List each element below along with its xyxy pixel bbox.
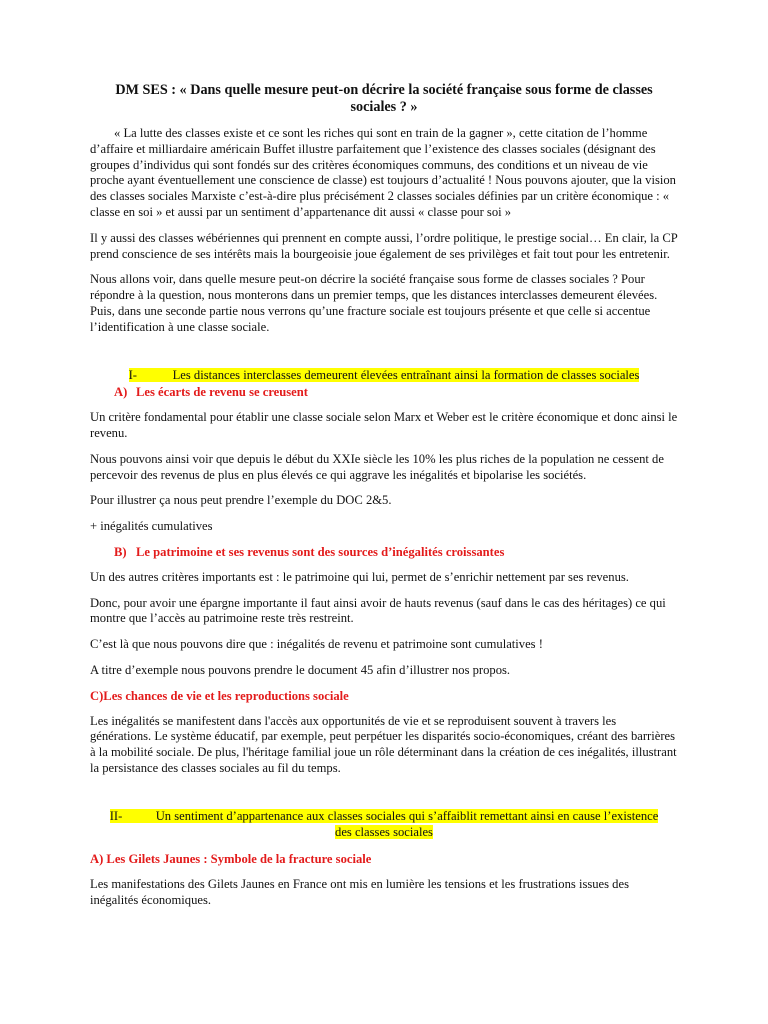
part-1-a-paragraph-1: Un critère fondamental pour établir une classe sociale selon Marx et Weber est le critère économique et donc ainsi le revenu. <box>90 410 678 440</box>
part-2-heading-line-2: des classes sociales <box>335 824 433 839</box>
part-2-heading <box>90 809 678 841</box>
part-1-sub-a-title: Les écarts de revenu se creusent <box>136 385 308 400</box>
part-1-numeral: I- <box>128 367 137 382</box>
part-1-a-paragraph-3: Pour illustrer ça nous peut prendre l’exemple du DOC 2&5. <box>90 493 392 508</box>
part-2-heading-highlight-1 <box>110 809 659 823</box>
intro-paragraph-1: « La lutte des classes existe et ce sont les riches qui sont en train de la gagner », cette citation de l’homme d’affaire et milliardaire américain Buffet illustre parfaitement que l’existence des classes sociales (désignant des groupes d’individus qui sont fondés sur des critères économiques communs, des conditions et un niveau de vie proche ayant éventuellement une conscience de classe) est toujours d’actualité ! Nous pouvons ajouter, que la vision des classes sociales Marxiste c’est-à-dire plus précisément 2 classes sociales définies par un critère économique : « classe en soi » et aussi par un sentiment d’appartenance dit aussi « classe pour soi » <box>90 126 676 219</box>
part-2-a-paragraph-1: Les manifestations des Gilets Jaunes en France ont mis en lumière les tensions et les frustrations issues des inégalités économiques. <box>90 877 629 907</box>
part-1-c-paragraph-1: Les inégalités se manifestent dans l'accès aux opportunités de vie et se reproduisent souvent à travers les générations. Le système éducatif, par exemple, peut perpétuer les disparités socio-économiques, créant des barrières à la mobilité sociale. De plus, l'héritage familial joue un rôle déterminant dans la création de ces inégalités, illustrant la persistance des classes sociales au fil du temps. <box>90 713 677 775</box>
title-line-2: sociales ? » <box>350 99 418 115</box>
spacer <box>90 346 678 368</box>
part-1-b-paragraph-1: Un des autres critères importants est : le patrimoine qui lui, permet de s’enrichir nettement par ses revenus. <box>90 569 629 584</box>
document-body <box>90 82 678 919</box>
part-1-sub-a-heading <box>90 385 678 401</box>
part-1-b-paragraph-3: C’est là que nous pouvons dire que : inégalités de revenu et patrimoine sont cumulatives ! <box>90 637 543 652</box>
part-1-b-paragraph-2: Donc, pour avoir une épargne importante il faut ainsi avoir de hauts revenus (sauf dans le cas des héritages) ce qui montre que l’accès au patrimoine reste très restreint. <box>90 595 666 626</box>
intro-paragraph-2: Il y aussi des classes wébériennes qui prennent en compte aussi, l’ordre politique, le prestige social… En clair, la CP prend conscience de ses intérêts mais la bourgeoisie joue également de ses privilèges et fait tout pour les entretenir. <box>90 230 678 261</box>
part-1-sub-c-heading: C)Les chances de vie et les reproductions sociale <box>90 688 349 703</box>
part-2-sub-a-heading: A) Les Gilets Jaunes : Symbole de la fracture sociale <box>90 852 372 867</box>
part-1-b-paragraph-4: A titre d’exemple nous pouvons prendre le document 45 afin d’illustrer nos propos. <box>90 662 511 677</box>
part-1-sub-b-letter: B) <box>114 544 127 559</box>
intro-paragraph-3: Nous allons voir, dans quelle mesure peut-on décrire la société française sous forme de classes sociales ? Pour répondre à la question, nous monterons dans un premier temps, que les distances interclasses demeurent élevées. Puis, dans une seconde partie nous verrons qu’une fracture sociale est toujours présente et que celle si accentue l’identification à une classe sociale. <box>90 272 658 334</box>
document-title <box>90 82 678 116</box>
part-2-heading-line-1: Un sentiment d’appartenance aux classes sociales qui s’affaiblit remettant ainsi en cause l’existence <box>155 808 659 823</box>
part-1-heading-text: Les distances interclasses demeurent élevées entraînant ainsi la formation de classes sociales <box>172 367 640 382</box>
part-1-heading-highlight <box>129 368 640 382</box>
spacer <box>90 787 678 809</box>
part-1-sub-b-heading <box>90 545 678 561</box>
spacer <box>90 842 678 852</box>
part-2-numeral: II- <box>109 808 123 823</box>
part-1-a-paragraph-4: + inégalités cumulatives <box>90 519 213 534</box>
part-1-sub-a-letter: A) <box>114 385 128 400</box>
part-1-a-paragraph-2: Nous pouvons ainsi voir que depuis le début du XXIe siècle les 10% les plus riches de la population ne cessent de percevoir des revenus de plus en plus élevés ce qui aggrave les inégalités et bipolarise les sociétés. <box>90 451 664 482</box>
part-1-sub-b-title: Le patrimoine et ses revenus sont des sources d’inégalités croissantes <box>136 544 505 559</box>
part-1-heading <box>90 368 678 384</box>
title-line-1: DM SES : « Dans quelle mesure peut-on décrire la société française sous forme de classes <box>115 82 653 98</box>
